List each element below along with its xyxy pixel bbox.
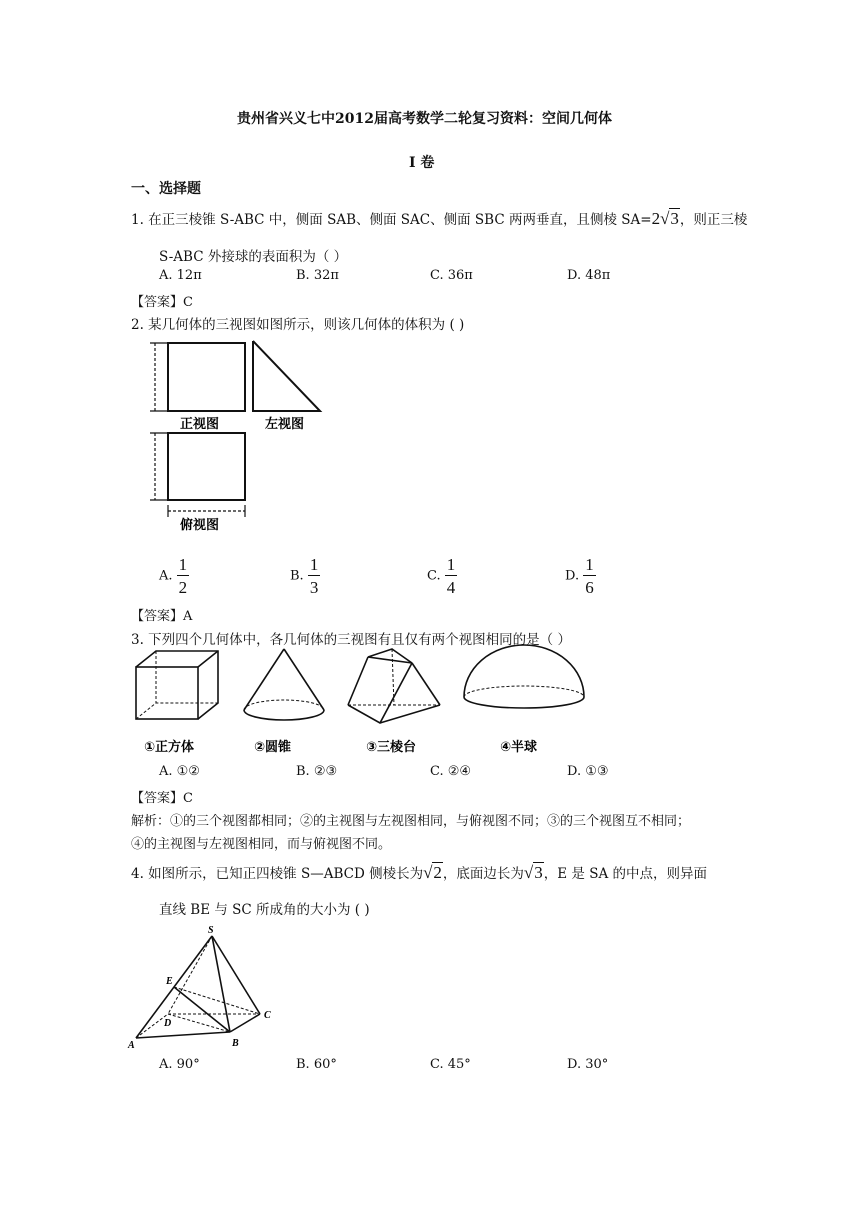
- section-heading: 一、选择题: [131, 181, 201, 197]
- q4-option-b: B. 60°: [296, 1057, 337, 1072]
- frustum-drawing: [348, 649, 440, 723]
- vertex-d-label: D: [164, 1018, 172, 1029]
- q1-option-c: C. 36π: [430, 268, 473, 283]
- q4-sqrt-1: √2: [423, 863, 442, 882]
- segment-be: [174, 987, 230, 1032]
- question-4-line-2: 直线 BE 与 SC 所成角的大小为 ( ): [159, 902, 370, 918]
- q2-option-b-letter: B.: [290, 568, 304, 584]
- q3-answer: 【答案】C: [131, 791, 193, 806]
- q4-text-b: ，底面边长为: [442, 866, 524, 882]
- q2-a-denominator: 2: [178, 578, 188, 597]
- q3-option-b: B. ②③: [296, 764, 338, 779]
- q4-text-a: 4. 如图所示，已知正四棱锥 S—ABCD 侧棱长为: [131, 866, 424, 882]
- hemisphere-drawing: [464, 645, 584, 708]
- question-1-line-2: S-ABC 外接球的表面积为（ ）: [159, 249, 348, 265]
- q2-option-d: [565, 556, 596, 596]
- q2-d-denominator: 6: [585, 578, 594, 597]
- q2-c-numerator: 1: [446, 555, 456, 574]
- vertex-s-label: S: [208, 925, 214, 936]
- q2-a-numerator: 1: [178, 555, 188, 574]
- q4-radicand-1: 2: [433, 863, 442, 882]
- q1-text-b: ，则正三棱: [679, 212, 748, 228]
- q3-analysis-line-2: ④的主视图与左视图相同，而与俯视图不同。: [131, 837, 392, 852]
- q2-answer: 【答案】A: [131, 609, 193, 624]
- question-1-line-1: [131, 208, 747, 229]
- question-4-line-1: [131, 862, 707, 883]
- four-solids-figure: [130, 645, 590, 760]
- vertex-c-label: C: [264, 1010, 271, 1021]
- question-2-text: 2. 某几何体的三视图如图所示，则该几何体的体积为 ( ): [131, 317, 465, 333]
- q2-option-b: [290, 556, 320, 596]
- q3-option-d: D. ①③: [567, 764, 609, 779]
- q2-d-numerator: 1: [585, 555, 594, 574]
- q3-option-c: C. ②④: [430, 764, 472, 779]
- q1-radicand: 3: [670, 209, 679, 228]
- q3-option-a: A. ①②: [159, 764, 200, 779]
- q1-sqrt-expression: 2√3: [651, 209, 679, 228]
- question-3-text: 3. 下列四个几何体中，各几何体的三视图有且仅有两个视图相同的是（ ）: [131, 632, 571, 648]
- q2-option-c: [427, 556, 457, 596]
- q1-text-a: 1. 在正三棱锥 S-ABC 中，侧面 SAB、侧面 SAC、侧面 SBC 两两垂直，且侧棱 SA=: [131, 212, 652, 228]
- q2-b-denominator: 3: [309, 578, 319, 597]
- q4-sqrt-2: √3: [523, 863, 543, 882]
- volume-label: I 卷: [409, 155, 435, 171]
- cone-label: ②圆锥: [254, 740, 292, 755]
- side-view-label: 左视图: [265, 417, 305, 432]
- q2-b-numerator: 1: [309, 555, 319, 574]
- q4-option-a: A. 90°: [159, 1057, 200, 1072]
- q3-analysis-line-1: 解析：①的三个视图都相同；②的主视图与左视图相同，与俯视图不同；③的三个视图互不相同；: [131, 814, 691, 829]
- side-view-triangle: [253, 341, 320, 411]
- top-view-label: 俯视图: [180, 518, 220, 533]
- q2-option-d-fraction: [583, 556, 596, 596]
- cone-drawing: [244, 649, 324, 720]
- q4-option-d: D. 30°: [567, 1057, 609, 1072]
- point-e-label: E: [166, 976, 173, 987]
- top-view-rect: [168, 433, 245, 500]
- document-title: 贵州省兴义七中2012届高考数学二轮复习资料：空间几何体: [237, 111, 612, 127]
- three-views-figure: [140, 335, 330, 540]
- q2-option-c-fraction: [445, 556, 458, 596]
- pyramid-figure: [128, 922, 288, 1052]
- q2-option-b-fraction: [308, 556, 321, 596]
- vertex-a-label: A: [128, 1040, 135, 1051]
- cube-label: ①正方体: [144, 740, 195, 755]
- q1-answer: 【答案】C: [131, 295, 193, 310]
- front-view-label: 正视图: [180, 417, 220, 432]
- q4-radicand-2: 3: [534, 863, 543, 882]
- q1-option-a: A. 12π: [159, 268, 202, 283]
- q1-option-d: D. 48π: [567, 268, 611, 283]
- q4-text-c: ，E 是 SA 的中点，则异面: [543, 866, 707, 882]
- q2-c-denominator: 4: [446, 578, 456, 597]
- q1-coefficient: 2: [651, 209, 661, 228]
- q2-option-a-letter: A.: [159, 568, 173, 584]
- frustum-label: ③三棱台: [366, 740, 417, 755]
- edge-ab: [136, 1032, 230, 1038]
- q4-option-c: C. 45°: [430, 1057, 471, 1072]
- front-view-rect: [168, 343, 245, 411]
- vertex-b-label: B: [232, 1038, 239, 1049]
- hemisphere-label: ④半球: [500, 740, 538, 755]
- q1-option-b: B. 32π: [296, 268, 339, 283]
- q2-option-a: [159, 556, 189, 596]
- q2-option-d-letter: D.: [565, 568, 580, 584]
- q2-option-a-fraction: [177, 556, 190, 596]
- edge-bc: [230, 1014, 260, 1032]
- q2-option-c-letter: C.: [427, 568, 441, 584]
